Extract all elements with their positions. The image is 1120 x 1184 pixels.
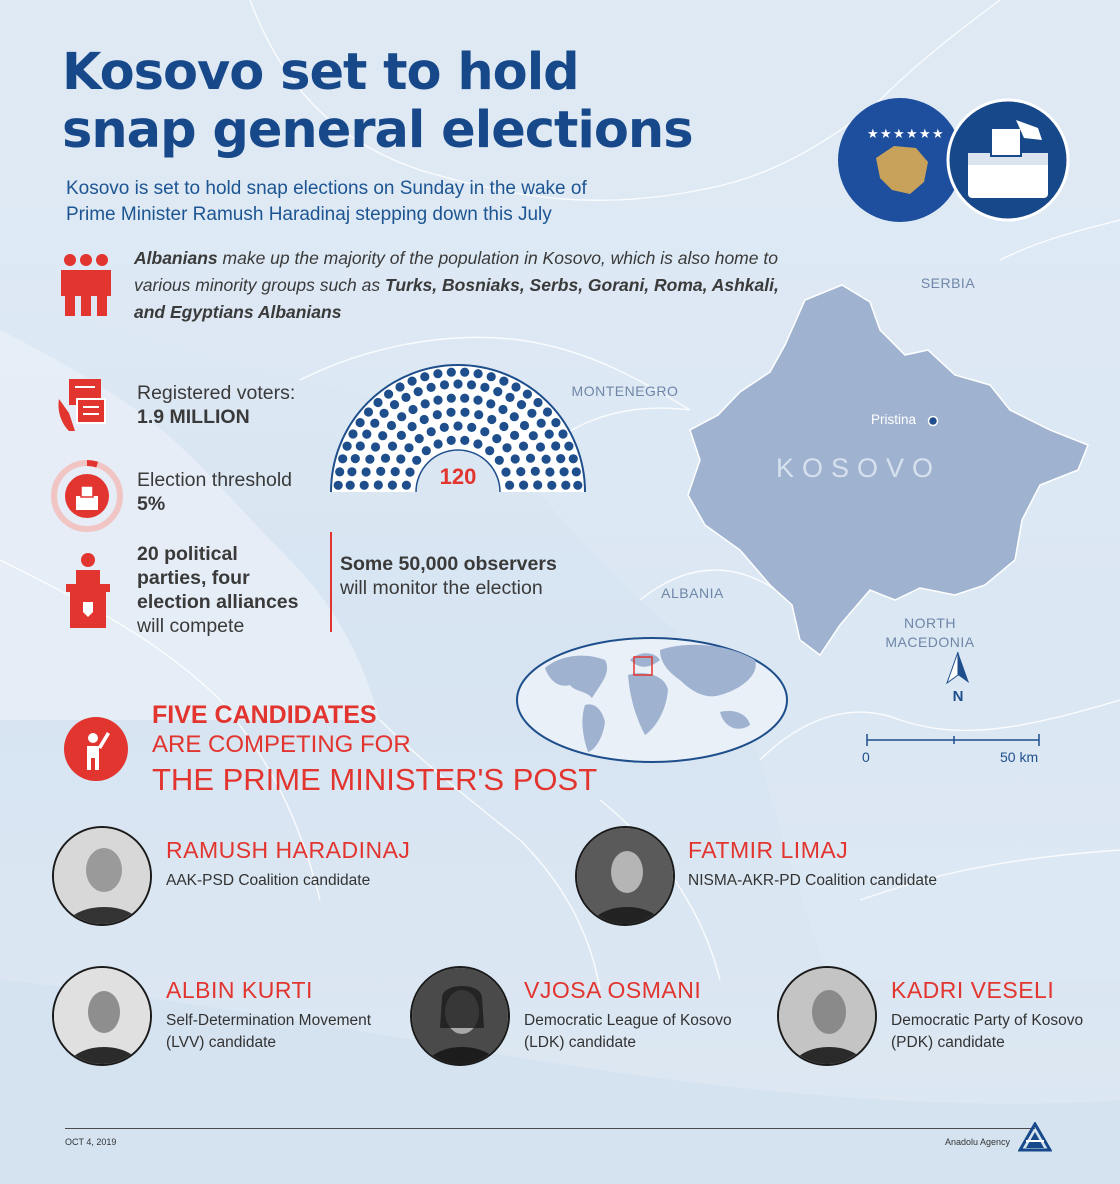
candidate-photo-limaj [575,826,675,926]
title-line-1: Kosovo set to hold [62,43,579,102]
svg-text:★: ★ [932,127,944,142]
seat-dot [569,454,578,463]
seat-dot [460,394,469,403]
candidate-party-line-2: (LVV) candidate [166,1034,276,1051]
seat-dot [348,429,357,438]
parties-line-3: election alliances [137,591,299,613]
scale-bar [864,732,1044,748]
seat-dot [495,456,504,465]
candidate-icon [63,716,129,782]
seat-dot [520,421,529,430]
seat-dot [408,422,417,431]
north-macedonia-line-1: NORTH [903,615,957,631]
seat-dot [351,454,360,463]
seat-dot [542,455,551,464]
seat-dot [374,480,383,489]
seat-dot [401,393,410,402]
seat-dot [505,393,514,402]
seat-dot [446,408,455,417]
candidate-party-line-2: (LDK) candidate [524,1034,637,1051]
seat-dot [564,442,573,451]
candidate-party [891,1010,1106,1054]
seat-dot [402,481,411,490]
ballot-box-icon [946,98,1071,223]
north-label: N [952,688,964,705]
seat-dot [421,399,430,408]
seat-dot [492,434,501,443]
page-title [62,44,702,160]
seat-dot [474,369,483,378]
label-montenegro: MONTENEGRO [571,383,679,399]
seat-dot [453,421,462,430]
seat-dot [531,467,540,476]
seat-dot [408,377,417,386]
seat-dot [460,408,469,417]
seat-dot [364,407,373,416]
seat-dot [537,419,546,428]
subtitle-line-1: Kosovo is set to hold snap elections on Sunday in the wake of [66,178,587,199]
population-emphasis-2: Turks, Bosniaks, Serbs, Gorani, Roma, Ashkali, and Egyptians Albanians [134,275,779,322]
candidates-heading-line-3: THE PRIME MINISTER'S POST [152,762,598,797]
observers [340,552,640,600]
seat-dot [467,423,476,432]
svg-text:★: ★ [906,127,918,142]
seat-dot [487,372,496,381]
scale-start: 0 [862,749,870,765]
seat-dot [365,455,374,464]
seat-dot [558,429,567,438]
label-albania: ALBANIA [661,585,724,601]
seat-dot [511,382,520,391]
seat-dot [356,418,365,427]
seat-dot [493,387,502,396]
seat-dot [376,467,385,476]
candidate-veseli [891,976,1106,1054]
label-serbia: SERBIA [920,275,976,291]
seat-dot [510,412,519,421]
parties-line-1: 20 political [137,543,238,565]
title-line-2: snap general elections [62,101,693,160]
registered-voters [137,381,337,429]
seat-dot [381,454,390,463]
candidate-party [524,1010,764,1054]
candidate-name: ALBIN KURTI [166,977,313,1003]
seat-dot [427,427,436,436]
seat-dot [560,467,569,476]
subtitle-line-2: Prime Minister Ramush Haradinaj stepping down this July [66,204,552,225]
label-kosovo: KOSOVO [776,453,942,483]
seat-dot [371,442,380,451]
seat-dot [529,431,538,440]
seat-dot [412,456,421,465]
candidate-party-line-2: (PDK) candidate [891,1034,1005,1051]
political-parties [137,542,327,638]
seat-dot [473,396,482,405]
seat-dot [388,481,397,490]
seat-dot [380,409,389,418]
candidate-photo-veseli [777,966,877,1066]
footer-date: OCT 4, 2019 [65,1137,117,1147]
seat-dot [360,481,369,490]
seat-dot [516,467,525,476]
observers-bold: Some 50,000 observers [340,553,557,575]
candidate-party [166,870,556,892]
seat-dot [543,407,552,416]
seat-dot [573,481,582,490]
candidate-party-line-1: Democratic Party of Kosovo [891,1012,1084,1029]
voter-cards-icon [55,377,107,433]
candidate-party-line-1: AAK-PSD Coalition candidate [166,872,371,889]
seat-dot [460,368,469,377]
population-text [134,245,784,326]
label-north-macedonia [880,614,980,652]
people-icon [58,252,114,316]
seat-dot [397,431,406,440]
seat-dot [519,481,528,490]
scale-end: 50 km [1000,749,1039,765]
subtitle [66,176,746,228]
candidate-party [688,870,1088,892]
seat-dot [523,390,532,399]
footer-agency: Anadolu Agency [944,1137,1010,1147]
seat-dot [499,377,508,386]
seat-dot [453,379,462,388]
seat-dot [440,423,449,432]
seat-dot [447,368,456,377]
seat-dot [384,390,393,399]
candidate-kurti [166,976,396,1054]
seat-dot [517,400,526,409]
seat-dot [467,380,476,389]
seat-dot [511,454,520,463]
seat-dot [556,454,565,463]
seat-dot [498,405,507,414]
seat-dot [473,439,482,448]
seat-dot [408,405,417,414]
seat-dot [420,372,429,381]
north-macedonia-line-2: MACEDONIA [885,634,975,650]
candidate-haradinaj [166,836,556,892]
seat-dot [427,383,436,392]
seat-dot [390,400,399,409]
population-body: make up the majority of the population in Kosovo, which is also home to various minority groups such as [134,248,778,295]
seat-dot [388,442,397,451]
parliament-seats-chart [326,352,590,494]
svg-text:★: ★ [919,127,931,142]
seat-dot [433,410,442,419]
seat-dot [343,442,352,451]
seat-dot [536,442,545,451]
seat-dot [551,418,560,427]
capital-marker-icon [927,415,939,427]
seat-dot [440,380,449,389]
seat-dot [561,481,570,490]
candidate-photo-osmani [410,966,510,1066]
threshold-icon [51,460,123,532]
candidate-name: VJOSA OSMANI [524,977,702,1003]
voters-value: 1.9 MILLION [137,406,250,428]
seat-dot [405,468,414,477]
seat-dot [501,468,510,477]
seat-dot [480,383,489,392]
candidate-name: KADRI VESELI [891,977,1055,1003]
parties-line-4: will compete [137,615,245,637]
seat-dot [334,481,343,490]
seat-dot [347,467,356,476]
seat-dot [387,421,396,430]
seat-dot [356,441,365,450]
threshold-value: 5% [137,493,166,515]
svg-text:★: ★ [893,127,905,142]
seat-dot [551,441,560,450]
north-arrow-icon [945,651,971,685]
threshold-label: Election threshold [137,469,293,491]
seat-dot [447,394,456,403]
svg-text:★: ★ [867,127,879,142]
seat-dot [510,431,519,440]
seat-dot [460,436,469,445]
seat-dot [370,419,379,428]
seat-dot [422,446,431,455]
seat-dot [420,415,429,424]
seat-dot [505,481,514,490]
seat-dot [526,454,535,463]
voters-label: Registered voters: [137,382,296,404]
seat-dot [415,434,424,443]
candidate-osmani [524,976,764,1054]
candidate-name: FATMIR LIMAJ [688,837,849,863]
election-threshold [137,468,337,516]
candidate-name: RAMUSH HARADINAJ [166,837,411,863]
podium-icon [64,550,112,630]
parties-line-2: parties, four [137,567,250,589]
seat-dot [547,481,556,490]
seat-count: 120 [439,464,477,489]
svg-text:★: ★ [880,127,892,142]
population-emphasis-1: Albanians [134,248,218,268]
seat-dot [433,369,442,378]
seat-dot [502,443,511,452]
seat-dot [480,427,489,436]
observers-normal: will monitor the election [340,577,543,599]
seat-dot [527,409,536,418]
seat-dot [545,430,554,439]
seat-dot [499,422,508,431]
candidate-photo-kurti [52,966,152,1066]
candidate-party [166,1010,396,1054]
candidates-heading-line-2: ARE COMPETING FOR [152,731,411,758]
seat-dot [434,439,443,448]
seat-dot [335,467,344,476]
seat-dot [378,431,387,440]
seat-dot [487,415,496,424]
seat-dot [395,382,404,391]
seat-dot [533,480,542,489]
seat-dot [362,467,371,476]
candidate-party-line-1: NISMA-AKR-PD Coalition candidate [688,872,937,889]
seat-dot [433,396,442,405]
candidate-party-line-1: Self-Determination Movement [166,1012,372,1029]
seat-dot [404,443,413,452]
seat-dot [391,467,400,476]
seat-dot [362,430,371,439]
footer-divider [65,1128,1035,1129]
seat-dot [338,454,347,463]
seat-dot [474,410,483,419]
candidate-limaj [688,836,1088,892]
seat-dot [519,442,528,451]
divider [330,532,332,632]
seat-dot [396,454,405,463]
candidate-photo-haradinaj [52,826,152,926]
seat-dot [414,387,423,396]
seat-dot [486,399,495,408]
anadolu-logo-icon [1018,1122,1052,1152]
candidate-party-line-1: Democratic League of Kosovo [524,1012,732,1029]
seat-dot [346,481,355,490]
seat-dot [485,446,494,455]
seat-dot [572,467,581,476]
seat-dot [447,436,456,445]
seat-dot [373,398,382,407]
seat-dot [533,398,542,407]
candidates-heading-line-1: FIVE CANDIDATES [152,701,377,729]
seat-dot [397,412,406,421]
label-pristina: Pristina [871,412,917,427]
seat-dot [545,467,554,476]
candidates-heading [152,700,652,800]
